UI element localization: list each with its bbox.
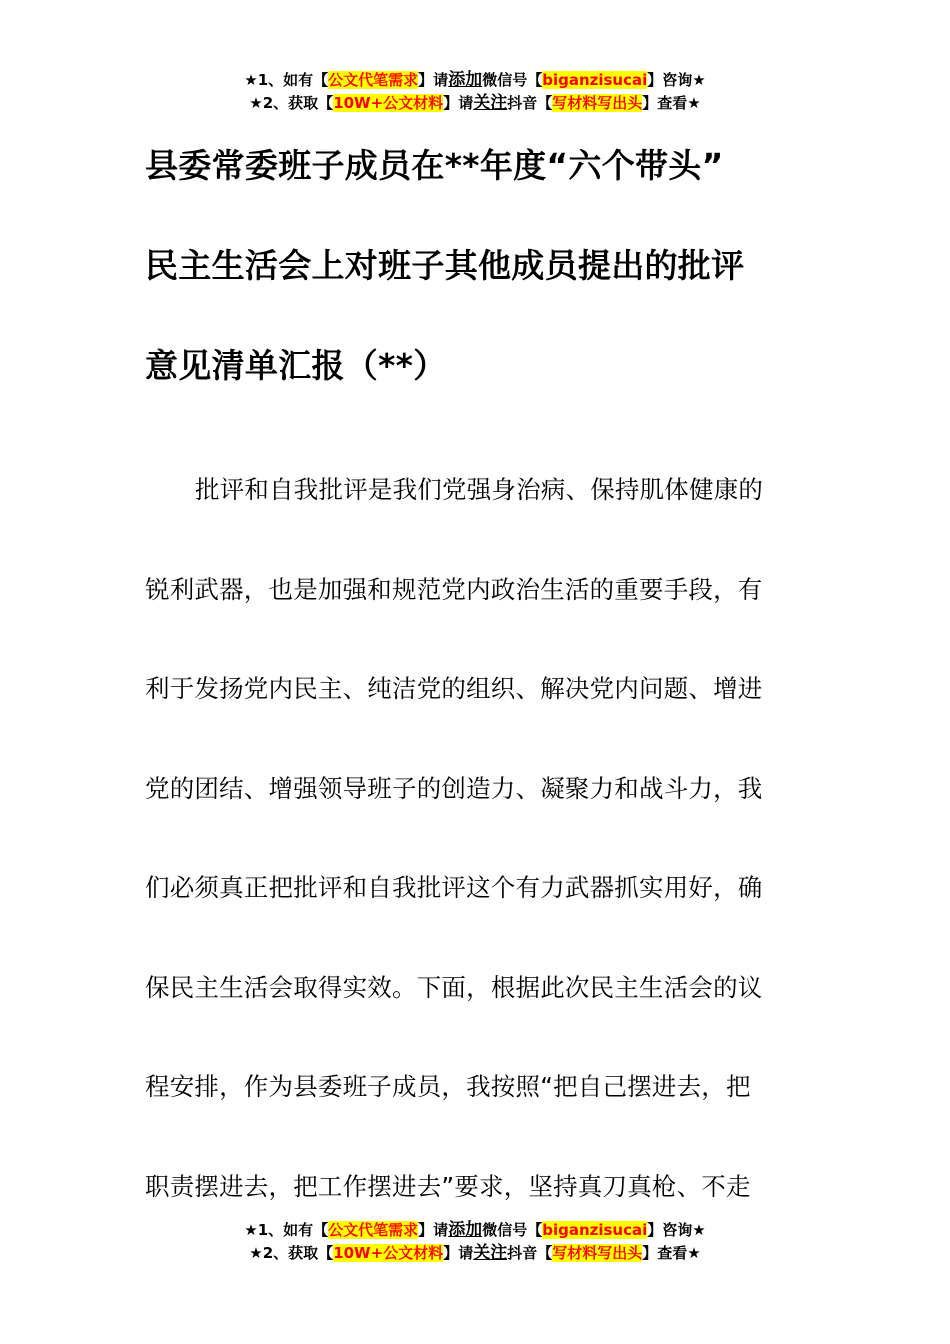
banner-text: 】查看★ bbox=[642, 1244, 701, 1262]
banner-highlight: 10W+公文材料 bbox=[333, 94, 444, 112]
document-title bbox=[145, 116, 805, 416]
header-banner bbox=[0, 69, 950, 115]
banner-text: 抖音【 bbox=[507, 1244, 553, 1262]
banner-text: ★1、如有【 bbox=[244, 71, 329, 89]
banner-emphasis: 添加 bbox=[448, 70, 483, 90]
banner-text: 】请 bbox=[418, 1221, 449, 1239]
body-line: 锐利武器，也是加强和规范党内政治生活的重要手段，有 bbox=[145, 574, 763, 604]
banner-text: 】咨询★ bbox=[647, 1221, 706, 1239]
body-line: 党的团结、增强领导班子的创造力、凝聚力和战斗力，我 bbox=[145, 773, 763, 803]
banner-text: 】请 bbox=[418, 71, 449, 89]
banner-highlight: biganzisucai bbox=[542, 1221, 648, 1239]
banner-text: 微信号【 bbox=[482, 1221, 543, 1239]
banner-text: 】查看★ bbox=[642, 94, 701, 112]
title-line: 意见清单汇报（**） bbox=[145, 346, 447, 385]
banner-highlight: biganzisucai bbox=[542, 71, 648, 89]
body-line: 保民主生活会取得实效。下面，根据此次民主生活会的议 bbox=[145, 972, 763, 1002]
banner-text: ★1、如有【 bbox=[244, 1221, 329, 1239]
banner-emphasis: 添加 bbox=[448, 1220, 483, 1240]
banner-highlight: 10W+公文材料 bbox=[333, 1244, 444, 1262]
body-line: 程安排，作为县委班子成员，我按照“把自己摆进去，把 bbox=[145, 1072, 751, 1101]
banner-text: 】请 bbox=[443, 1244, 474, 1262]
body-line: 们必须真正把批评和自我批评这个有力武器抓实用好，确 bbox=[145, 873, 763, 902]
body-line: 职责摆进去，把工作摆进去”要求，坚持真刀真枪、不走 bbox=[145, 1171, 751, 1201]
banner-text: 抖音【 bbox=[507, 94, 553, 112]
banner-line-2 bbox=[0, 1242, 950, 1265]
document-body bbox=[145, 440, 790, 1236]
banner-highlight: 写材料写出头 bbox=[552, 94, 643, 112]
footer-banner bbox=[0, 1219, 950, 1265]
banner-text: 】请 bbox=[443, 94, 474, 112]
banner-emphasis: 关注 bbox=[473, 1243, 508, 1263]
body-line: 利于发扬党内民主、纯洁党的组织、解决党内问题、增进 bbox=[145, 674, 763, 703]
body-line: 批评和自我批评是我们党强身治病、保持肌体健康的 bbox=[195, 475, 764, 504]
banner-text: ★2、获取【 bbox=[249, 94, 334, 112]
banner-text: 微信号【 bbox=[482, 71, 543, 89]
banner-emphasis: 关注 bbox=[473, 93, 508, 113]
banner-line-1 bbox=[0, 69, 950, 92]
banner-text: ★2、获取【 bbox=[249, 1244, 334, 1262]
banner-text: 】咨询★ bbox=[647, 71, 706, 89]
banner-highlight: 写材料写出头 bbox=[552, 1244, 643, 1262]
banner-highlight: 公文代笔需求 bbox=[328, 71, 419, 89]
banner-highlight: 公文代笔需求 bbox=[328, 1221, 419, 1239]
banner-line-2 bbox=[0, 92, 950, 115]
title-line: 县委常委班子成员在**年度“六个带头” bbox=[145, 146, 724, 185]
title-line: 民主生活会上对班子其他成员提出的批评 bbox=[145, 246, 745, 285]
banner-line-1 bbox=[0, 1219, 950, 1242]
